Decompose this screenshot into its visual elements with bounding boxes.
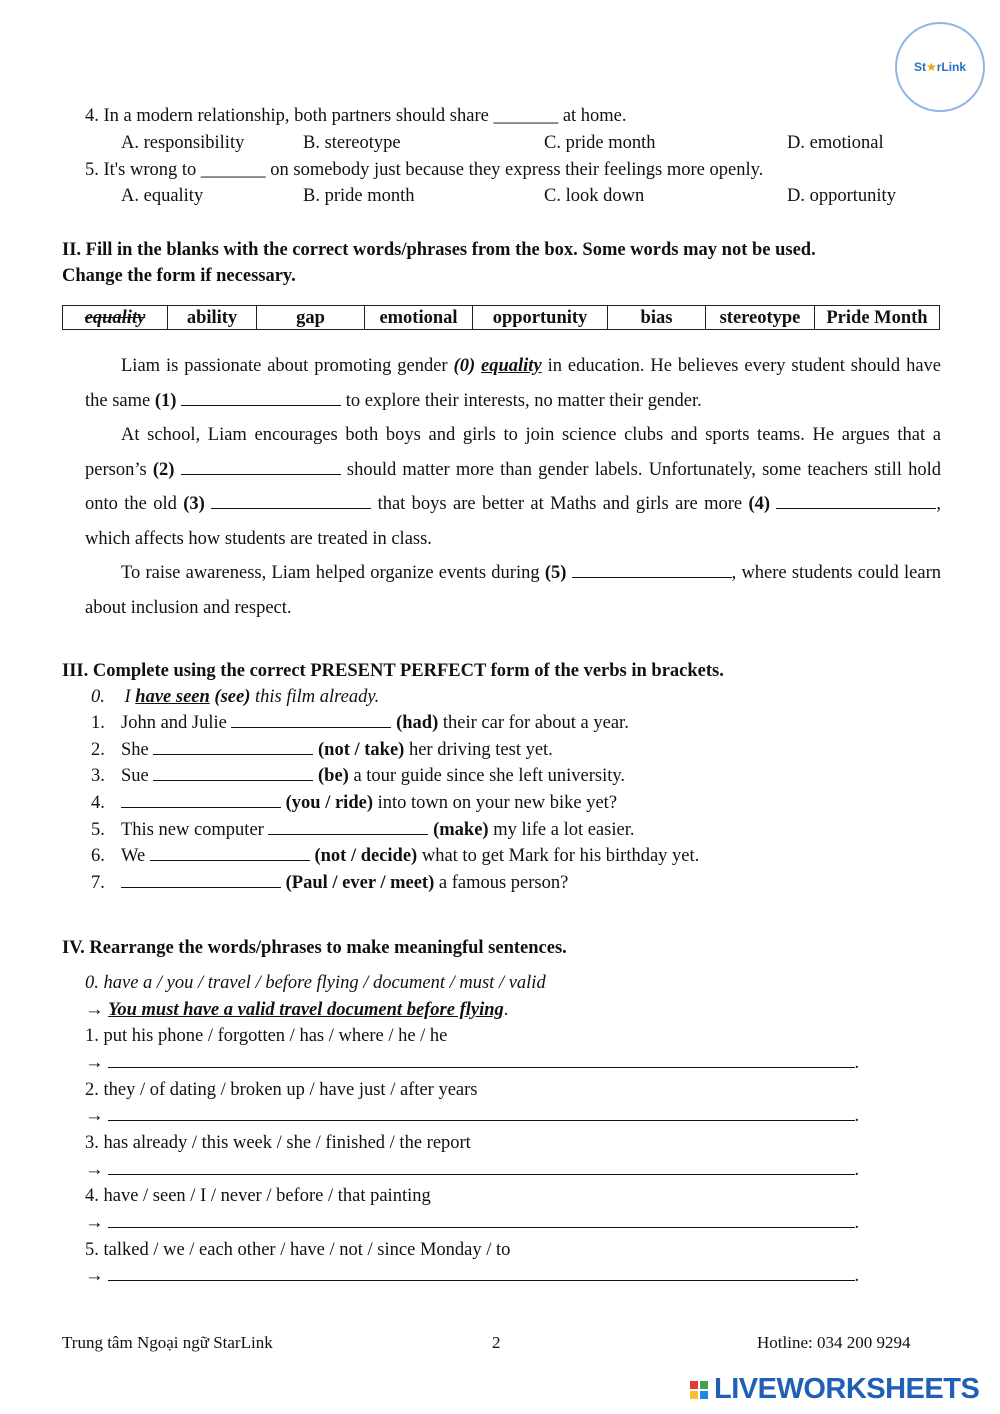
question-4-stem: 4. In a modern relationship, both partners should share _______ at home. xyxy=(85,106,627,126)
q4-option-a[interactable]: A. responsibility xyxy=(121,133,245,153)
liveworksheets-wordmark: LIVEWORKSHEETS xyxy=(714,1373,980,1405)
passage xyxy=(85,349,941,625)
section-2-heading-line2: Change the form if necessary. xyxy=(62,266,296,286)
section-3-heading: III. Complete using the correct PRESENT PERFECT form of the verbs in brackets. xyxy=(62,661,724,681)
word-box-item: ability xyxy=(168,306,257,330)
rearrange-answer-5[interactable]: → . xyxy=(85,1266,860,1286)
footer-center-name: Trung tâm Ngoại ngữ StarLink xyxy=(62,1333,273,1352)
rearrange-prompt-4: 4. have / seen / I / never / before / that painting xyxy=(85,1186,431,1206)
passage-paragraph-3: To raise awareness, Liam helped organize events during (5) , where students could learn about inclusion and respect. xyxy=(85,563,941,618)
verb-blank-3[interactable] xyxy=(153,766,313,781)
blank-5[interactable] xyxy=(572,563,732,578)
rearrange-answer-2[interactable]: → . xyxy=(85,1106,860,1126)
q4-option-d[interactable]: D. emotional xyxy=(787,133,884,153)
q5-option-a[interactable]: A. equality xyxy=(121,186,204,206)
rearrange-answer-3[interactable]: → . xyxy=(85,1160,860,1180)
question-5-stem: 5. It's wrong to _______ on somebody just because they express their feelings more openly. xyxy=(85,160,764,180)
q5-option-c[interactable]: C. look down xyxy=(544,186,645,206)
section-4-heading: IV. Rearrange the words/phrases to make meaningful sentences. xyxy=(62,938,567,958)
verb-blank-2[interactable] xyxy=(153,740,313,755)
verb-item-7: 7. (Paul / ever / meet) a famous person? xyxy=(91,873,569,893)
word-box-item: bias xyxy=(608,306,706,330)
q4-option-b[interactable]: B. stereotype xyxy=(303,133,401,153)
section-4-example-answer: → You must have a valid travel document before flying. xyxy=(85,1000,509,1020)
blank-4[interactable] xyxy=(776,494,936,509)
verb-item-5: 5. This new computer (make) my life a lot easier. xyxy=(91,820,635,840)
word-box-item: equality xyxy=(63,306,168,330)
footer-hotline: Hotline: 034 200 9294 xyxy=(757,1333,911,1352)
q5-option-d[interactable]: D. opportunity xyxy=(787,186,896,206)
verb-blank-7[interactable] xyxy=(121,873,281,888)
rearrange-prompt-3: 3. has already / this week / she / finished / the report xyxy=(85,1133,471,1153)
rearrange-answer-1[interactable]: → . xyxy=(85,1053,860,1073)
blank-3[interactable] xyxy=(211,494,371,509)
rearrange-prompt-5: 5. talked / we / each other / have / not / since Monday / to xyxy=(85,1240,511,1260)
section-4-example-prompt: 0. have a / you / travel / before flying / document / must / valid xyxy=(85,973,546,993)
verb-blank-6[interactable] xyxy=(150,846,310,861)
verb-item-2: 2. She (not / take) her driving test yet. xyxy=(91,740,553,760)
word-box-item: opportunity xyxy=(473,306,608,330)
rearrange-prompt-2: 2. they / of dating / broken up / have just / after years xyxy=(85,1080,478,1100)
word-box-item: Pride Month xyxy=(815,306,940,330)
q4-option-c[interactable]: C. pride month xyxy=(544,133,656,153)
blank-2[interactable] xyxy=(181,460,341,475)
rearrange-prompt-1: 1. put his phone / forgotten / has / where / he / he xyxy=(85,1026,448,1046)
verb-blank-5[interactable] xyxy=(268,820,428,835)
verb-item-3: 3. Sue (be) a tour guide since she left university. xyxy=(91,766,626,786)
verb-item-4: 4. (you / ride) into town on your new bike yet? xyxy=(91,793,618,813)
word-box-item: stereotype xyxy=(706,306,815,330)
verb-item-6: 6. We (not / decide) what to get Mark for his birthday yet. xyxy=(91,846,700,866)
liveworksheets-icon xyxy=(690,1381,708,1399)
section-2-heading-line1: II. Fill in the blanks with the correct words/phrases from the box. Some words may not be used. xyxy=(62,240,816,260)
word-box xyxy=(62,305,940,330)
q5-option-b[interactable]: B. pride month xyxy=(303,186,415,206)
blank-1[interactable] xyxy=(181,391,341,406)
liveworksheets-logo[interactable] xyxy=(690,1373,979,1406)
verb-blank-4[interactable] xyxy=(121,793,281,808)
footer-page-number: 2 xyxy=(492,1333,501,1352)
passage-paragraph-2: At school, Liam encourages both boys and girls to join science clubs and sports teams. He argues that a person’s (2) should matter more than gender labels. Unfortunately, some teachers still hold onto the old (3) that boys are better at Maths and girls are more (4) , which affects how students are treated in class. xyxy=(85,425,942,549)
section-3-example: 0. I have seen (see) this film already. xyxy=(91,687,380,707)
verb-item-1: 1. John and Julie (had) their car for about a year. xyxy=(91,713,629,733)
verb-blank-1[interactable] xyxy=(231,713,391,728)
passage-paragraph-1: Liam is passionate about promoting gender (0) equality in education. He believes every student should have the same (1) to explore their interests, no matter their gender. xyxy=(85,356,941,411)
word-box-item: emotional xyxy=(365,306,473,330)
starlink-logo: St ★ rLink xyxy=(895,22,985,112)
word-box-item: gap xyxy=(257,306,365,330)
rearrange-answer-4[interactable]: → . xyxy=(85,1213,860,1233)
